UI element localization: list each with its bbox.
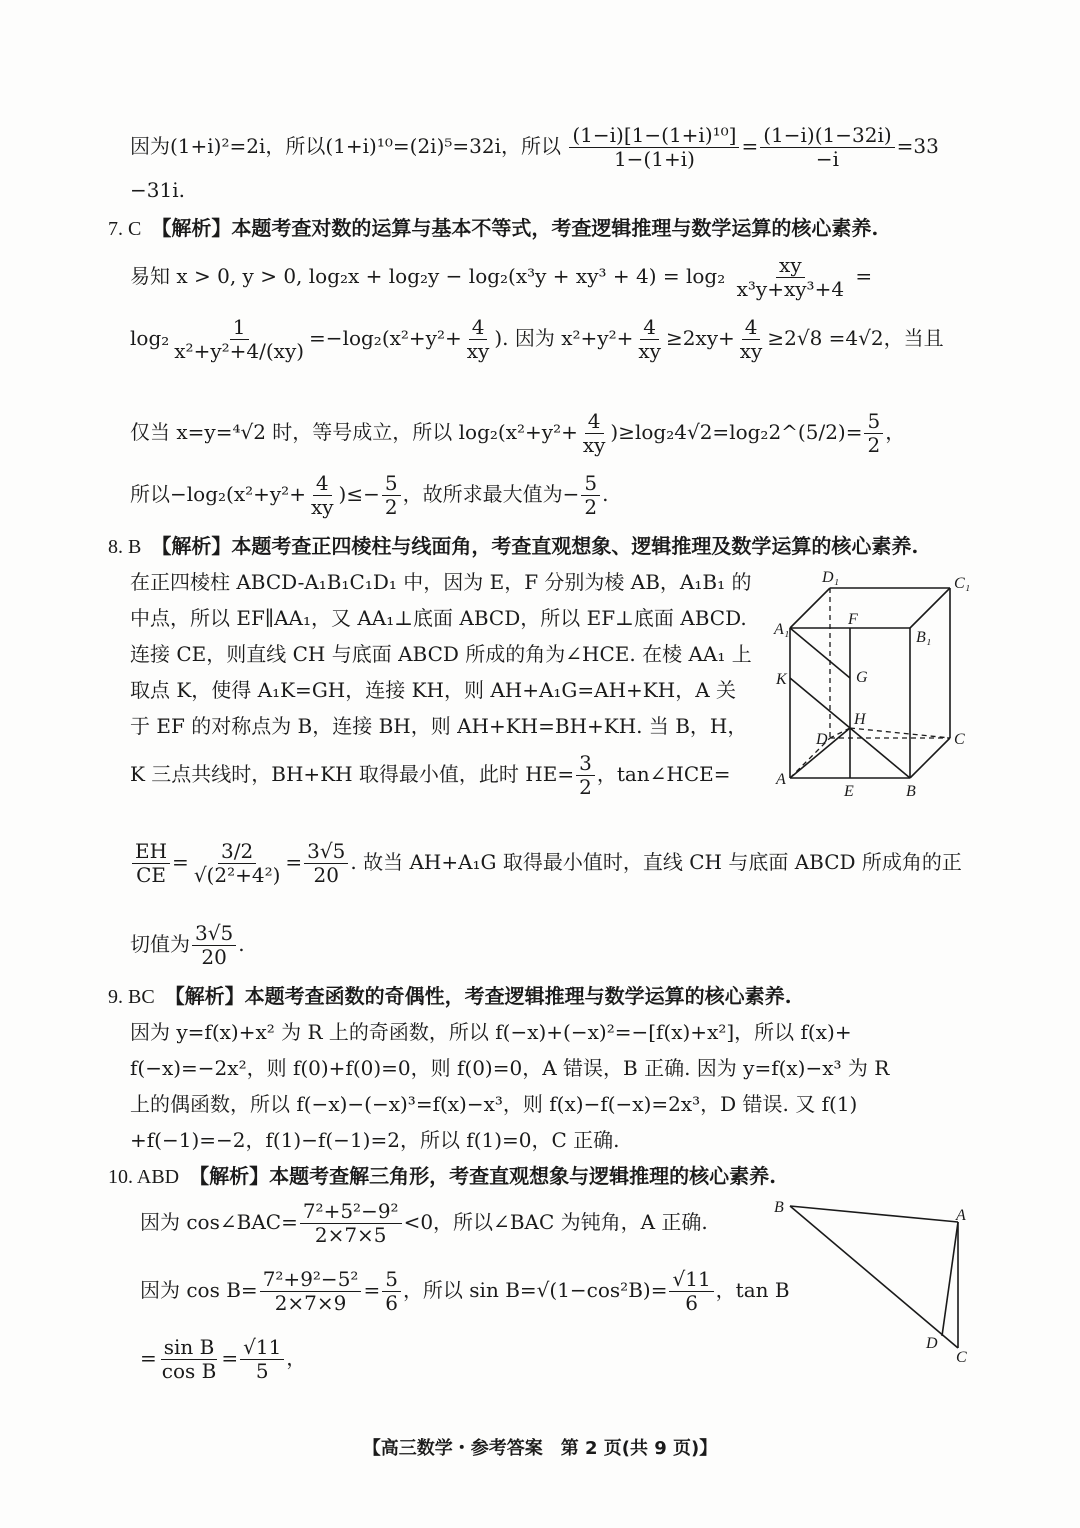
prism-label-c: C — [954, 731, 965, 748]
q8-heading: 8. B 【解析】本题考查正四棱柱与线面角，考查直观想象、逻辑推理及数学运算的核心素养. — [108, 534, 919, 558]
q8-line-1: 在正四棱柱 ABCD-A₁B₁C₁D₁ 中，因为 E，F 分别为棱 AB，A₁B₁ 的 — [130, 570, 752, 594]
prism-label-d1: D₁ — [822, 569, 840, 586]
q9-line-4: +f(−1)=−2，f(1)−f(−1)=2，所以 f(1)=0，C 正确. — [130, 1128, 620, 1152]
q10-line-3: = $\frac{\text{sin B}}{\text{cos B}}$ = $\frac{√11}{5}$ ， — [140, 1335, 307, 1383]
prism-label-d: D — [816, 731, 828, 748]
triangle-label-d: D — [926, 1335, 938, 1352]
prism-label-e: E — [844, 783, 854, 800]
q6-line-1: 因为(1+i)²=2i，所以(1+i)¹⁰=(2i)⁵=32i，所以 $\frac{\text{(1−i)[1−(1+i)¹⁰]}}{1-(1+i)}$ = $\frac{(1-i)(1-32i)}{-i}$ =33 — [130, 123, 939, 171]
prism-label-a1: A₁ — [774, 621, 790, 638]
prism-figure — [770, 568, 980, 804]
page-footer: 【高三数学・参考答案 第 2 页(共 9 页)】 — [362, 1438, 718, 1459]
q7-line-1: 易知 x > 0, y > 0, log₂x + log₂y − log₂(x³y + xy³ + 4) = log₂ $\frac{xy}{\text{x³y+xy³+4}}$ = — [130, 253, 873, 301]
prism-label-a: A — [776, 771, 786, 788]
q7-line-4: 所以−log₂(x²+y²+ $\frac{4}{xy}$ )≤− $\frac{5}{2}$ ，故所求最大值为− $\frac{5}{2}$ . — [130, 471, 609, 519]
q8-line-2: 中点，所以 EF∥AA₁，又 AA₁⊥底面 ABCD，所以 EF⊥底面 ABCD. — [130, 606, 747, 630]
prism-label-b: B — [906, 783, 916, 800]
q10-line-2: 因为 cos B= $\frac{\text{7²+9²−5²}}{2\times 7\times 9}$ = $\frac{5}{6}$ ，所以 sin B=√(1−cos²B)= $\frac{√11}{6}$ ，tan B — [140, 1267, 790, 1315]
q8-line-6: K 三点共线时，BH+KH 取得最小值，此时 HE= $\frac{3}{2}$ ，tan∠HCE= — [130, 751, 731, 799]
q8-line-5: 于 EF 的对称点为 B，连接 BH，则 AH+KH=BH+KH. 当 B，H， — [130, 714, 748, 738]
prism-label-b1: B₁ — [916, 629, 932, 646]
q7-line-3: 仅当 x=y=⁴√2 时，等号成立，所以 log₂(x²+y²+ $\frac{4}{xy}$ )≥log₂4√2=log₂2^(5/2)= $\frac{5}{2}$ ， — [130, 409, 906, 457]
triangle-label-b: B — [774, 1199, 784, 1216]
prism-label-g: G — [856, 669, 868, 686]
prism-label-f: F — [848, 611, 858, 628]
q8-line-7: $\frac{EH}{CE}$ = $\frac{3/2}{\text{√(2²+4²)}}$ = $\frac{3√5}{20}$ . 故当 AH+A₁G 取得最小值时，直线 CH 与底面 ABCD 所成角的正 — [130, 840, 962, 887]
prism-label-c1: C₁ — [954, 575, 971, 592]
triangle-label-a: A — [956, 1207, 966, 1224]
q6-fraction-1: $\frac{\text{(1−i)[1−(1+i)¹⁰]}}{1-(1+i)}$ — [569, 124, 739, 171]
triangle-label-c: C — [956, 1349, 967, 1366]
q8-line-4: 取点 K，使得 A₁K=GH，连接 KH，则 AH+A₁G=AH+KH，A 关 — [130, 678, 736, 702]
q10-heading: 10. ABD 【解析】本题考查解三角形，考查直观想象与逻辑推理的核心素养. — [108, 1164, 777, 1188]
prism-label-h: H — [854, 711, 866, 728]
q9-line-1: 因为 y=f(x)+x² 为 R 上的奇函数，所以 f(−x)+(−x)²=−[f(x)+x²]，所以 f(x)+ — [130, 1020, 852, 1044]
prism-label-k: K — [776, 671, 787, 688]
q8-line-3: 连接 CE，则直线 CH 与底面 ABCD 所成的角为∠HCE. 在棱 AA₁ 上 — [130, 642, 752, 666]
q10-line-1: 因为 cos∠BAC= $\frac{\text{7²+5²−9²}}{2\times 7\times 5}$ <0，所以∠BAC 为钝角，A 正确. — [140, 1199, 708, 1247]
q6-fraction-2: $\frac{(1-i)(1-32i)}{-i}$ — [760, 124, 894, 171]
q9-line-3: 上的偶函数，所以 f(−x)−(−x)³=f(x)−x³，则 f(x)−f(−x)=2x³，D 错误. 又 f(1) — [130, 1092, 858, 1116]
triangle-figure — [770, 1196, 980, 1366]
q8-line-8: 切值为 $\frac{3√5}{20}$ . — [130, 921, 245, 969]
q9-line-2: f(−x)=−2x²，则 f(0)+f(0)=0，则 f(0)=0，A 错误，B 正确. 因为 y=f(x)−x³ 为 R — [130, 1056, 890, 1080]
q7-heading: 7. C 【解析】本题考查对数的运算与基本不等式，考查逻辑推理与数学运算的核心素养. — [108, 216, 879, 240]
q6-line-2: −31i. — [130, 178, 185, 202]
q7-line-2: log₂ $\frac{1}{\text{x²+y²+4/(xy)}}$ =−log₂(x²+y²+ $\frac{4}{xy}$ ). 因为 x²+y²+ $\frac{4}{xy}$ ≥2xy+ $\frac{4}{xy}$ ≥2√8 =4√2，当且 — [130, 315, 944, 363]
q9-heading: 9. BC 【解析】本题考查函数的奇偶性，考查逻辑推理与数学运算的核心素养. — [108, 984, 792, 1008]
